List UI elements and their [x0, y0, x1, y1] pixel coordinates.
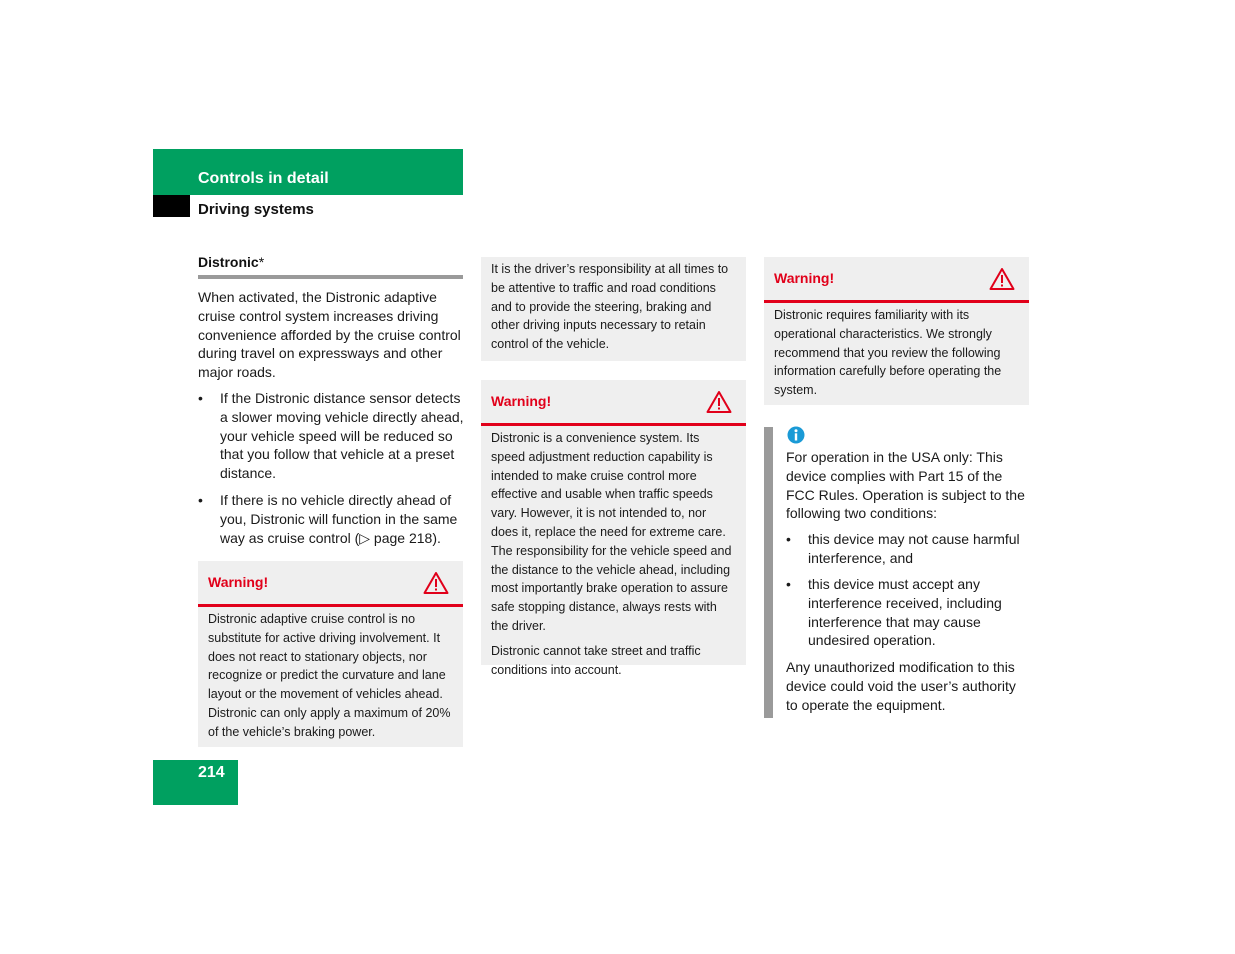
warning-box [481, 380, 746, 677]
warning-label: Warning! [208, 574, 269, 590]
topic-heading-text: Distronic [198, 254, 259, 270]
warning-box [764, 257, 1029, 405]
warning-header [481, 380, 746, 426]
bullet-dot: • [198, 492, 203, 508]
bullet-item [786, 575, 1034, 650]
warning-triangle-icon [706, 390, 732, 414]
info-icon [787, 426, 805, 444]
bullet-item [198, 491, 464, 547]
warning-text: Distronic cannot take street and traffic conditions into account. [491, 643, 701, 677]
warning-text: Distronic adaptive cruise control is no substitute for active driving involvement. It does not react to stationary objects, nor recognize or predict the curvature and lane layout or the movement of vehicles ahead. Distronic can only apply a maximum of 20% of the vehicle’s braking power. [208, 612, 451, 739]
section-title: Driving systems [198, 201, 314, 218]
bullet-dot: • [786, 576, 791, 592]
warning-body [481, 426, 746, 685]
warning-triangle-icon [989, 267, 1015, 291]
warning-box [198, 561, 463, 747]
topic-heading [198, 254, 463, 279]
bullet-text: If the Distronic distance sensor detects a slower moving vehicle directly ahead, your vehicle speed will be reduced so that you follow that vehicle at a preset distance. [220, 390, 464, 482]
warning-triangle-icon [423, 571, 449, 595]
page-number-box [153, 760, 238, 805]
bullet-dot: • [786, 531, 791, 547]
page-number: 214 [198, 764, 225, 781]
info-side-bar [764, 427, 773, 718]
section-marker [153, 195, 190, 217]
bullet-text: If there is no vehicle directly ahead of you, Distronic will function in the same way as cruise control (▷ page 218). [220, 492, 458, 546]
intro-paragraph: When activated, the Distronic adaptive cruise control system increases driving convenience afforded by the cruise control during travel on expressways and other major roads. [198, 289, 461, 381]
warning-header [198, 561, 463, 607]
info-intro: For operation in the USA only: This device complies with Part 15 of the FCC Rules. Operation is subject to the following two conditions: [786, 449, 1025, 522]
info-outro: Any unauthorized modification to this device could void the user’s authority to operate the equipment. [786, 659, 1016, 713]
note-text: It is the driver’s responsibility at all times to be attentive to traffic and road conditions and to provide the steering, braking and other driving inputs necessary to retain control of the vehicle. [491, 262, 729, 352]
optional-equipment-mark: * [258, 254, 265, 270]
warning-label: Warning! [491, 393, 552, 409]
bullet-item [786, 530, 1034, 568]
bullet-item [198, 389, 464, 483]
bullet-dot: • [198, 390, 203, 406]
note-box [481, 257, 746, 361]
bullet-text: this device must accept any interference received, including interference that may cause undesired operation. [808, 576, 1002, 649]
warning-text: Distronic is a convenience system. Its speed adjustment reduction capability is intended to make cruise control more effective and usable when traffic speeds vary. However, it is not intended to, nor does it, replace the need for extreme care. The responsibility for the vehicle speed and the distance to the vehicle ahead, including most importantly brake operation to assure safe stopping distance, always rests with the driver. [491, 431, 732, 633]
bullet-text: this device may not cause harmful interference, and [808, 531, 1020, 566]
chapter-title: Controls in detail [198, 170, 329, 187]
warning-text: Distronic requires familiarity with its operational characteristics. We strongly recommend that you review the following information carefully before operating the system. [774, 308, 1002, 398]
warning-header [764, 257, 1029, 303]
warning-label: Warning! [774, 270, 835, 286]
